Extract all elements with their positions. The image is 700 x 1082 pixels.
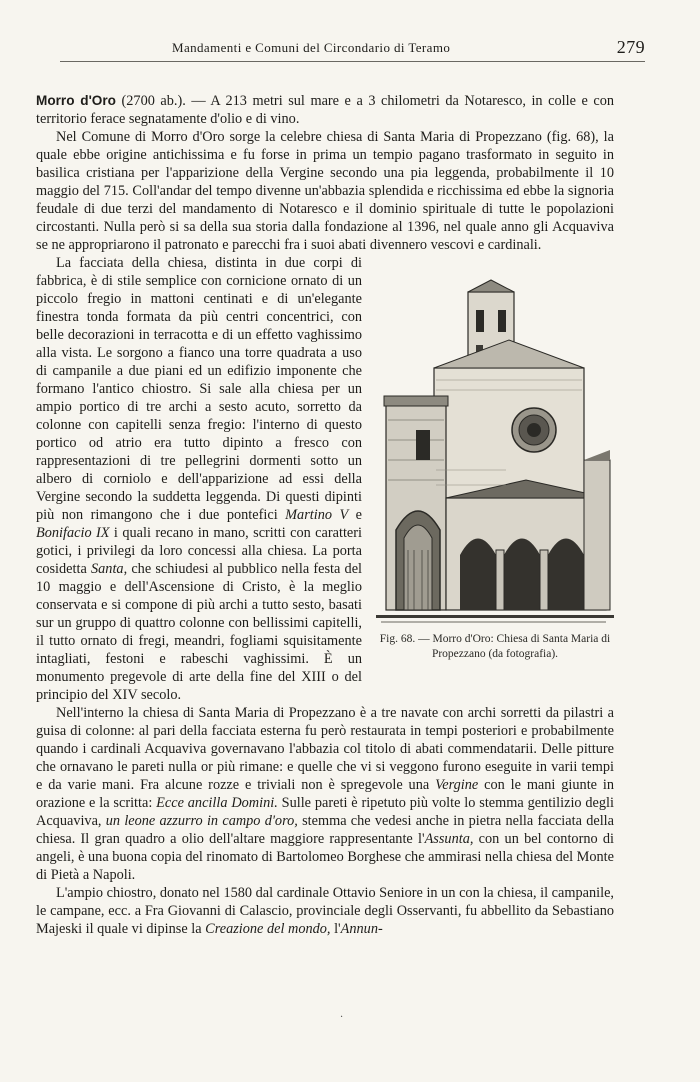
paragraph-cloister: L'ampio chiostro, donato nel 1580 dal cardinale Ottavio Seniore in un con la chiesa, il campanile, le campane, ecc. a Fra Giovanni di Calascio, provinciale degli Osservanti, fu abbellito da Sebastiano Majeski il quale vi dipinse la Creazione del mondo, l'Annun- (36, 885, 614, 937)
paragraph-history: Nel Comune di Morro d'Oro sorge la celebre chiesa di Santa Maria di Propezzano (fig. 68), la quale ebbe origine antichissima e fu forse in prima un tempio pagano trasformato in seguito in basilica cristiana per l'apparizione della Vergine secondo una pia leggenda, probabilmente il 10 maggio del 715. Coll'andar del tempo divenne un'abbazia splendida e ricchissima ed ebbe la signoria feudale di due terzi del mandamento di Notaresco e il dominio spirituale di tutte le popolazioni circostanti. Nulla però si sa della sua storia dalla fondazione al 1396, nel quale anno gli Acquaviva se ne appropriarono il patronato e parecchi fra i suoi abati divennero vescovi e cardinali. (36, 129, 614, 253)
article-body (36, 92, 614, 938)
footer-mark: · (340, 1012, 344, 1023)
running-title: Mandamenti e Comuni del Circondario di Teramo (172, 40, 451, 55)
page-number: 279 (616, 37, 645, 57)
paragraph-facade: La facciata della chiesa, distinta in due corpi di fabbrica, è di stile semplice con cornicione ornato di un piccolo fregio in mattoni centinati e di un'elegante finestra tonda formata da più centri concentrici, con belle decorazioni in terracotta e di un effetto vaghissimo alla vista. Le sorgono a fianco una torre quadrata a uso di campanile a due piani ed un edifizio imponente che formano l'antico chiostro. Si sale alla chiesa per un ampio portico di tre archi a sesto acuto, sorretto da colonne con capitelli senza fregio: l'interno di questo portico od atrio era tutto dipinto a fresco con rappresentazioni di tre pellegrini dormenti sotto un albero di corniolo e dell'apparizione ad essi della Vergine secondo la suddetta leggenda. Di questi dipinti più non rimangono che i due pontefici Martino V e Bonifacio IX i quali recano in mano, scritti con caratteri gotici, i privilegi da loro concessi alla chiesa. La porta cosidetta Santa, che schiudesi al pubblico nella festa del 10 maggio e dell'Ascensione di Cristo, è la meglio conservata e si compone di più archi a tutto sesto, basati sur un gruppo di quattro colonne con bellissimi capitelli, il tutto ornato di fregi, meandri, fogliami squisitamente intagliati, festoni e rabeschi vaghissimi. È un monumento pregevole di arte della fine del XIII o del principio del XIV secolo. (36, 255, 363, 703)
figure-church-illustration (376, 260, 614, 671)
paragraph-intro: Morro d'Oro (2700 ab.). — A 213 metri sul mare e a 3 chilometri da Notaresco, in colle e con territorio ferace segnatamente d'olio e di vino. (36, 93, 614, 127)
running-header (60, 37, 645, 60)
paragraph-interior: Nell'interno la chiesa di Santa Maria di Propezzano è a tre navate con archi sorretti da pilastri a guisa di colonne: al pari della facciata esterna fu però restaurata in tempi posteriori e probabilmente quando i cardinali Acquaviva governavano l'abbazia col titolo di abati commendatarii. Delle pitture che ornavano le pareti nulla or più rimane: e quelle che vi si veggono furono eseguite in varii tempi e da varie mani. Fra alcune rozze e triviali non è spregevole una Vergine con le mani giunte in orazione e la scritta: Ecce ancilla Domini. Sulle pareti è ripetuto più volte lo stemma gentilizio degli Acquaviva, un leone azzurro in campo d'oro, stemma che vedesi anche in pietra nella facciata della chiesa. Il gran quadro a olio dell'altare maggiore rappresentante l'Assunta, con un bel contorno di angeli, è una buona copia del rinomato di Bartolomeo Borghese che ammirasi nella chiesa del Monte di Pietà a Napoli. (36, 705, 615, 883)
place-heading: Morro d'Oro (36, 93, 116, 108)
figure-caption: Fig. 68. — Morro d'Oro: Chiesa di Santa Maria di Propezzano (da fotografia). (379, 633, 611, 660)
header-rule (60, 61, 645, 62)
church-engraving (376, 260, 614, 630)
